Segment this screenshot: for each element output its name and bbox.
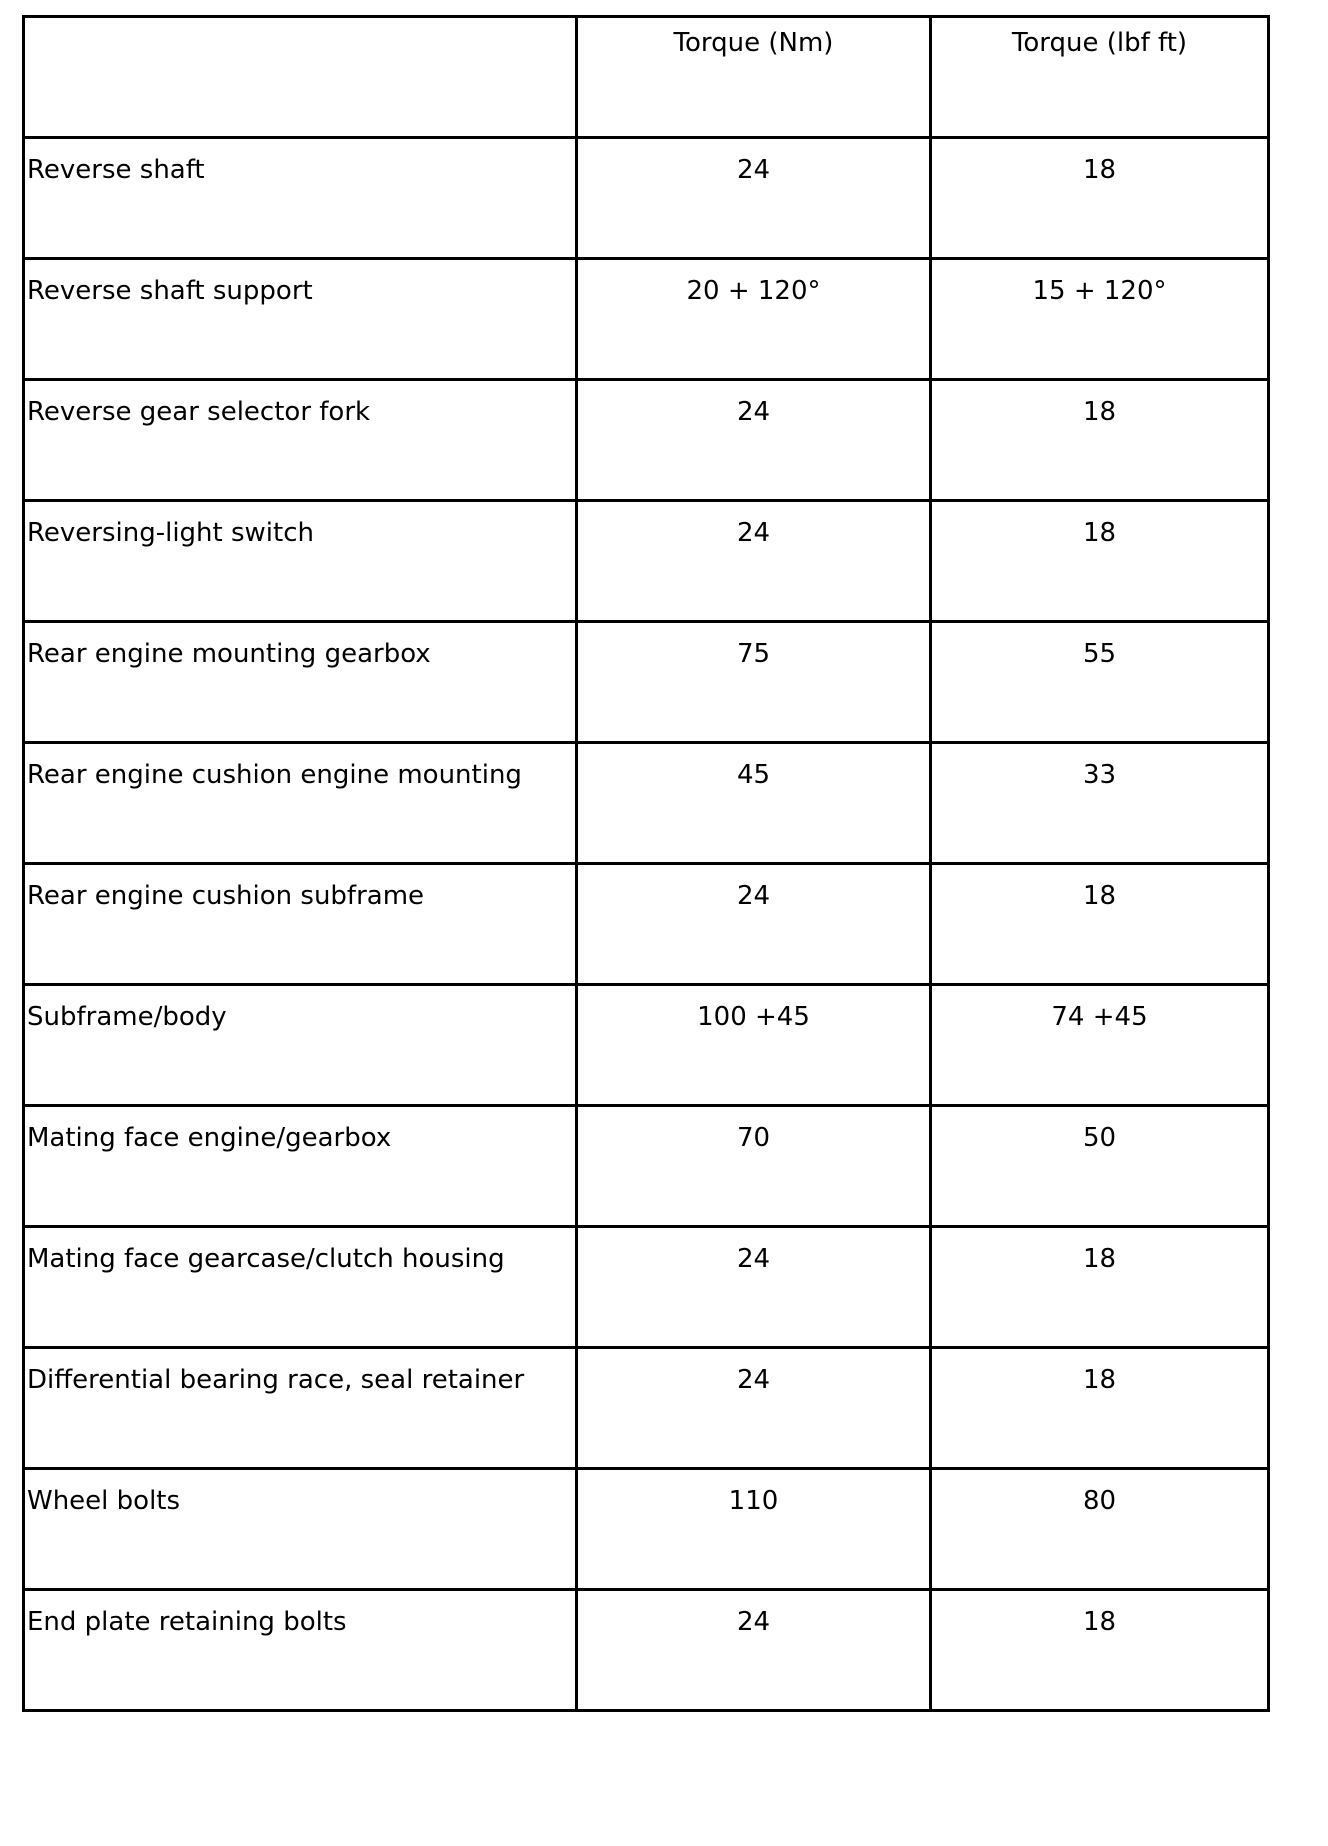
header-cell-torque-nm: Torque (Nm) [577, 17, 931, 138]
torque-nm-cell: 24 [577, 1348, 931, 1469]
component-cell: Differential bearing race, seal retainer [24, 1348, 577, 1469]
component-cell: Rear engine mounting gearbox [24, 622, 577, 743]
torque-nm-cell: 24 [577, 138, 931, 259]
torque-nm-cell: 24 [577, 501, 931, 622]
table-row [24, 1348, 1269, 1469]
torque-lbf-ft-cell: 18 [931, 1348, 1269, 1469]
torque-nm-cell: 70 [577, 1106, 931, 1227]
table-header-row [24, 17, 1269, 138]
torque-lbf-ft-cell: 74 +45 [931, 985, 1269, 1106]
table-row [24, 259, 1269, 380]
component-cell: Wheel bolts [24, 1469, 577, 1590]
torque-specification-table [22, 15, 1270, 1712]
component-cell: Reverse shaft [24, 138, 577, 259]
component-cell: Reverse shaft support [24, 259, 577, 380]
torque-lbf-ft-cell: 18 [931, 864, 1269, 985]
torque-lbf-ft-cell: 80 [931, 1469, 1269, 1590]
torque-lbf-ft-cell: 55 [931, 622, 1269, 743]
torque-lbf-ft-cell: 50 [931, 1106, 1269, 1227]
table-row [24, 1590, 1269, 1711]
torque-nm-cell: 24 [577, 864, 931, 985]
component-cell: Rear engine cushion subframe [24, 864, 577, 985]
component-cell: End plate retaining bolts [24, 1590, 577, 1711]
table-row [24, 1227, 1269, 1348]
component-cell: Reverse gear selector fork [24, 380, 577, 501]
torque-nm-cell: 110 [577, 1469, 931, 1590]
torque-lbf-ft-cell: 18 [931, 1227, 1269, 1348]
torque-lbf-ft-cell: 15 + 120° [931, 259, 1269, 380]
table-row [24, 1106, 1269, 1227]
table-row [24, 501, 1269, 622]
torque-lbf-ft-cell: 33 [931, 743, 1269, 864]
header-cell-torque-lbf-ft: Torque (lbf ft) [931, 17, 1269, 138]
torque-nm-cell: 20 + 120° [577, 259, 931, 380]
table-row [24, 622, 1269, 743]
torque-lbf-ft-cell: 18 [931, 1590, 1269, 1711]
torque-nm-cell: 45 [577, 743, 931, 864]
component-cell: Rear engine cushion engine mounting [24, 743, 577, 864]
torque-lbf-ft-cell: 18 [931, 138, 1269, 259]
torque-lbf-ft-cell: 18 [931, 380, 1269, 501]
table-row [24, 743, 1269, 864]
component-cell: Mating face engine/gearbox [24, 1106, 577, 1227]
component-cell: Subframe/body [24, 985, 577, 1106]
table-row [24, 380, 1269, 501]
component-cell: Mating face gearcase/clutch housing [24, 1227, 577, 1348]
torque-nm-cell: 24 [577, 1227, 931, 1348]
component-cell: Reversing-light switch [24, 501, 577, 622]
table-row [24, 138, 1269, 259]
torque-nm-cell: 100 +45 [577, 985, 931, 1106]
torque-lbf-ft-cell: 18 [931, 501, 1269, 622]
table-row [24, 1469, 1269, 1590]
header-cell-empty [24, 17, 577, 138]
torque-nm-cell: 24 [577, 380, 931, 501]
table-row [24, 864, 1269, 985]
torque-nm-cell: 24 [577, 1590, 931, 1711]
table-row [24, 985, 1269, 1106]
torque-nm-cell: 75 [577, 622, 931, 743]
